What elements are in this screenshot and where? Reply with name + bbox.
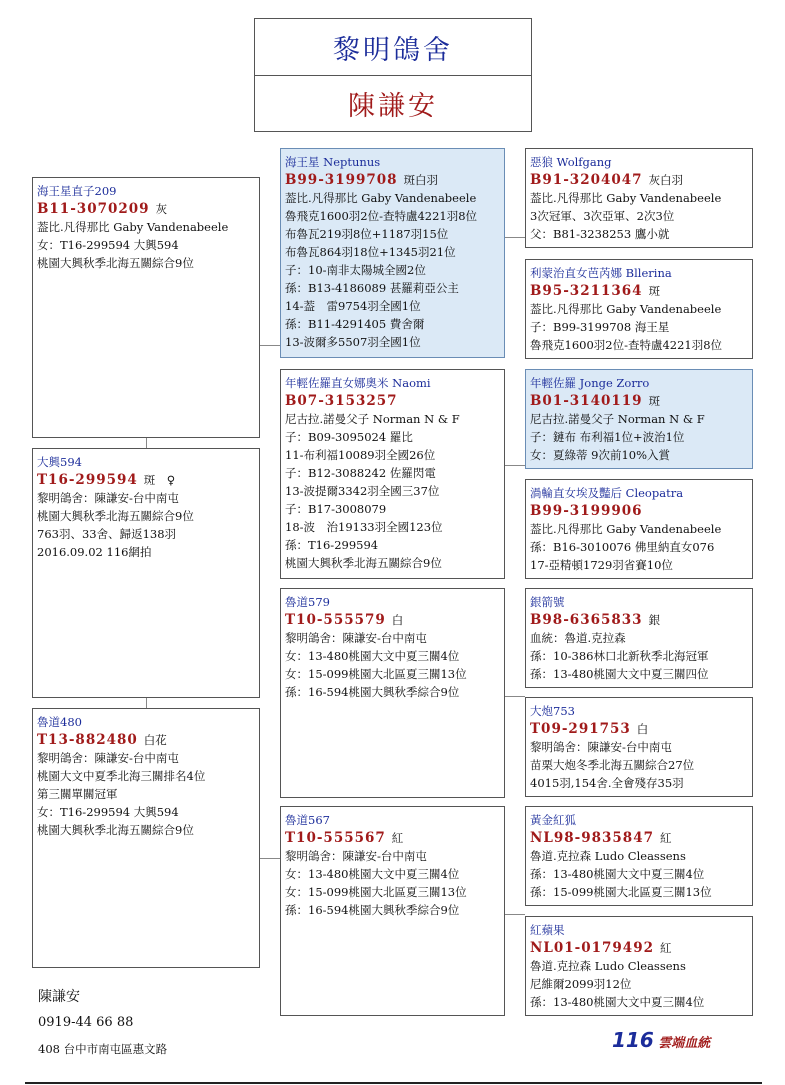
owner-title: 陳謙安 bbox=[254, 75, 532, 132]
info-line: 桃園大興秋季北海五關綜合9位 bbox=[37, 823, 194, 837]
bird-name: 利蒙治直女芭芮娜 Bllerina bbox=[530, 266, 672, 280]
ring-line bbox=[530, 282, 748, 300]
bird-name: 紅蘋果 bbox=[530, 923, 565, 937]
bird-name: 銀箭號 bbox=[530, 595, 565, 609]
bird-name: 年輕佐羅直女娜奧米 Naomi bbox=[285, 376, 431, 390]
ring-number: NL98-9835847 bbox=[530, 830, 654, 846]
info-line: 布魯瓦219羽8位+1187羽15位 bbox=[285, 227, 449, 241]
pedigree-card-dss bbox=[525, 588, 753, 688]
info-line: 女：13-480桃園大文中夏三關4位 bbox=[285, 867, 460, 881]
info-line: 第三關單關冠軍 bbox=[37, 787, 118, 801]
info-line: 黎明鴿舍：陳謙安-台中南屯 bbox=[285, 631, 427, 645]
loft-name: 黎明鴿舍 bbox=[254, 18, 532, 76]
ring-line bbox=[530, 171, 748, 189]
bird-name: 海王星 Neptunus bbox=[285, 155, 381, 169]
ring-number: B91-3204047 bbox=[530, 172, 643, 188]
ring-number: B07-3153257 bbox=[285, 393, 398, 409]
info-line: 子：B17-3008079 bbox=[285, 502, 387, 516]
info-line: 父：B81-3238253 鷹小就 bbox=[530, 227, 670, 241]
pedigree-card-subject bbox=[32, 448, 260, 698]
bird-name: 魯道567 bbox=[285, 813, 330, 827]
info-line: 布魯瓦864羽18位+1345羽21位 bbox=[285, 245, 456, 259]
site-logo bbox=[612, 1028, 710, 1052]
ring-line bbox=[530, 611, 748, 629]
bird-name: 海王星直子209 bbox=[37, 184, 117, 198]
ring-number: T09-291753 bbox=[530, 721, 631, 737]
connector bbox=[505, 237, 525, 238]
info-line: 子：B99-3199708 海王星 bbox=[530, 320, 670, 334]
bird-name: 魯道480 bbox=[37, 715, 82, 729]
bird-name: 惡狼 Wolfgang bbox=[530, 155, 612, 169]
info-line: 2016.09.02 116網拍 bbox=[37, 545, 152, 559]
info-line: 女：15-099桃園大北區夏三關13位 bbox=[285, 885, 467, 899]
info-line: 子：10-南非太陽城全國2位 bbox=[285, 263, 426, 277]
info-line: 黎明鴿舍：陳謙安-台中南屯 bbox=[37, 491, 179, 505]
owner-contact bbox=[38, 984, 167, 1062]
info-line: 女：夏綠蒂 9次前10%入賞 bbox=[530, 448, 671, 462]
connector bbox=[505, 696, 525, 697]
connector bbox=[146, 698, 147, 708]
owner-address: 408 台中市南屯區惠文路 bbox=[38, 1042, 168, 1056]
info-line: 桃園大興秋季北海五關綜合9位 bbox=[285, 556, 442, 570]
feather-color: 白 bbox=[636, 722, 649, 736]
ring-number: T13-882480 bbox=[37, 732, 138, 748]
ring-line bbox=[530, 939, 748, 957]
info-line: 孫：10-386林口北新秋季北海冠軍 bbox=[530, 649, 709, 663]
info-line: 黎明鴿舍：陳謙安-台中南屯 bbox=[285, 849, 427, 863]
feather-color: 斑 bbox=[648, 394, 661, 408]
pedigree-card-dds bbox=[525, 806, 753, 906]
ring-line bbox=[285, 392, 500, 410]
pedigree-card-ddd bbox=[525, 916, 753, 1016]
feather-color: 白 bbox=[391, 613, 404, 627]
bird-name: 大炮753 bbox=[530, 704, 575, 718]
feather-color: 斑 ♀ bbox=[143, 473, 176, 487]
info-line: 17-亞精頓1729羽省賽10位 bbox=[530, 558, 673, 572]
bottom-rule bbox=[25, 1082, 762, 1084]
connector bbox=[505, 465, 525, 466]
ring-line bbox=[37, 200, 255, 218]
info-line: 葢比.凡得那比 Gaby Vandenabeele bbox=[285, 191, 477, 205]
ring-number: B99-3199708 bbox=[285, 172, 398, 188]
info-line: 763羽、33舍、歸返138羽 bbox=[37, 527, 177, 541]
connector bbox=[146, 438, 147, 448]
info-line: 黎明鴿舍：陳謙安-台中南屯 bbox=[530, 740, 672, 754]
info-line: 葢比.凡得那比 Gaby Vandenabeele bbox=[530, 302, 722, 316]
ring-number: B01-3140119 bbox=[530, 393, 643, 409]
info-line: 11-布利福10089羽全國26位 bbox=[285, 448, 436, 462]
info-line: 女：T16-299594 大興594 bbox=[37, 238, 179, 252]
info-line: 魯飛克1600羽2位-查特盧4221羽8位 bbox=[285, 209, 478, 223]
pedigree-card-sss bbox=[525, 148, 753, 248]
pedigree-card-dam bbox=[32, 708, 260, 968]
info-line: 14-葢 雷9754羽全國1位 bbox=[285, 299, 421, 313]
info-line: 苗栗大炮冬季北海五關綜合27位 bbox=[530, 758, 695, 772]
info-line: 孫：16-594桃園大興秋季綜合9位 bbox=[285, 685, 460, 699]
info-line: 18-波 治19133羽全國123位 bbox=[285, 520, 443, 534]
info-line: 葢比.凡得那比 Gaby Vandenabeele bbox=[37, 220, 229, 234]
info-line: 桃園大興秋季北海五關綜合9位 bbox=[37, 256, 194, 270]
ring-number: NL01-0179492 bbox=[530, 940, 654, 956]
ring-number: B98-6365833 bbox=[530, 612, 643, 628]
feather-color: 白花 bbox=[143, 733, 167, 747]
info-line: 孫：T16-299594 bbox=[285, 538, 379, 552]
owner-name: 陳謙安 bbox=[38, 989, 80, 1005]
pedigree-card-dsd bbox=[525, 697, 753, 797]
bird-name: 渦輪直女埃及豔后 Cleopatra bbox=[530, 486, 684, 500]
info-line: 孫：13-480桃園大文中夏三關4位 bbox=[530, 867, 705, 881]
pedigree-card-sire-dam bbox=[280, 369, 505, 579]
pedigree-card-sdd bbox=[525, 479, 753, 579]
info-line: 孫：B16-3010076 佛里納直女076 bbox=[530, 540, 715, 554]
ring-number: B11-3070209 bbox=[37, 201, 150, 217]
info-line: 孫：16-594桃園大興秋季綜合9位 bbox=[285, 903, 460, 917]
info-line: 4015羽,154舍.全會殘存35羽 bbox=[530, 776, 684, 790]
feather-color: 灰白羽 bbox=[648, 173, 684, 187]
info-line: 桃園大興秋季北海五關綜合9位 bbox=[37, 509, 194, 523]
ring-line bbox=[285, 611, 500, 629]
bird-name: 年輕佐羅 Jonge Zorro bbox=[530, 376, 650, 390]
info-line: 女：15-099桃園大北區夏三關13位 bbox=[285, 667, 467, 681]
info-line: 子：鏈布 布利福1位+波治1位 bbox=[530, 430, 685, 444]
info-line: 孫：B11-4291405 費舍爾 bbox=[285, 317, 425, 331]
logo-text: 雲端血統 bbox=[658, 1036, 711, 1051]
ring-number: B95-3211364 bbox=[530, 283, 643, 299]
feather-color: 紅 bbox=[659, 831, 672, 845]
info-line: 女：13-480桃園大文中夏三關4位 bbox=[285, 649, 460, 663]
pedigree-card-sire bbox=[32, 177, 260, 438]
feather-color: 斑白羽 bbox=[403, 173, 439, 187]
ring-line bbox=[285, 171, 500, 189]
pedigree-card-dam-dam bbox=[280, 806, 505, 1016]
feather-color: 紅 bbox=[391, 831, 404, 845]
info-line: 孫：13-480桃園大文中夏三關四位 bbox=[530, 667, 709, 681]
bird-name: 大興594 bbox=[37, 455, 82, 469]
info-line: 尼古拉.諾曼父子 Norman N & F bbox=[285, 412, 460, 426]
bird-name: 黃金紅狐 bbox=[530, 813, 576, 827]
info-line: 孫：13-480桃園大文中夏三關4位 bbox=[530, 995, 705, 1009]
feather-color: 紅 bbox=[659, 941, 672, 955]
ring-line bbox=[37, 731, 255, 749]
info-line: 黎明鴿舍：陳謙安-台中南屯 bbox=[37, 751, 179, 765]
feather-color: 灰 bbox=[155, 202, 168, 216]
info-line: 孫：B13-4186089 甚羅莉亞公主 bbox=[285, 281, 459, 295]
info-line: 魯飛克1600羽2位-查特盧4221羽8位 bbox=[530, 338, 723, 352]
ring-number: B99-3199906 bbox=[530, 503, 643, 519]
ring-line bbox=[530, 502, 748, 520]
bird-name: 魯道579 bbox=[285, 595, 330, 609]
info-line: 3次冠軍、3次亞軍、2次3位 bbox=[530, 209, 675, 223]
connector bbox=[505, 914, 525, 915]
info-line: 13-波爾多5507羽全國1位 bbox=[285, 335, 421, 349]
logo-number: 116 bbox=[612, 1028, 654, 1052]
pedigree-card-sds bbox=[525, 369, 753, 469]
pedigree-card-sire-sire bbox=[280, 148, 505, 358]
info-line: 魯道.克拉森 Ludo Cleassens bbox=[530, 849, 686, 863]
info-line: 魯道.克拉森 Ludo Cleassens bbox=[530, 959, 686, 973]
ring-number: T10-555579 bbox=[285, 612, 386, 628]
info-line: 子：B12-3088242 佐羅閃電 bbox=[285, 466, 436, 480]
ring-line bbox=[285, 829, 500, 847]
info-line: 尼古拉.諾曼父子 Norman N & F bbox=[530, 412, 705, 426]
info-line: 血統：魯道.克拉森 bbox=[530, 631, 626, 645]
connector bbox=[260, 858, 280, 859]
info-line: 子：B09-3095024 羅比 bbox=[285, 430, 413, 444]
ring-line bbox=[37, 471, 255, 489]
ring-number: T10-555567 bbox=[285, 830, 386, 846]
ring-line bbox=[530, 720, 748, 738]
feather-color: 銀 bbox=[648, 613, 661, 627]
ring-line bbox=[530, 829, 748, 847]
feather-color: 斑 bbox=[648, 284, 661, 298]
pedigree-card-dam-sire bbox=[280, 588, 505, 798]
ring-number: T16-299594 bbox=[37, 472, 138, 488]
ring-line bbox=[530, 392, 748, 410]
pedigree-card-ssd bbox=[525, 259, 753, 359]
info-line: 13-波提爾3342羽全國三37位 bbox=[285, 484, 440, 498]
info-line: 葢比.凡得那比 Gaby Vandenabeele bbox=[530, 191, 722, 205]
info-line: 尼維爾2099羽12位 bbox=[530, 977, 632, 991]
connector bbox=[260, 345, 280, 346]
info-line: 女：T16-299594 大興594 bbox=[37, 805, 179, 819]
info-line: 孫：15-099桃園大北區夏三關13位 bbox=[530, 885, 712, 899]
info-line: 桃園大文中夏季北海三關排名4位 bbox=[37, 769, 206, 783]
owner-phone: 0919-44 66 88 bbox=[38, 1015, 134, 1030]
info-line: 葢比.凡得那比 Gaby Vandenabeele bbox=[530, 522, 722, 536]
